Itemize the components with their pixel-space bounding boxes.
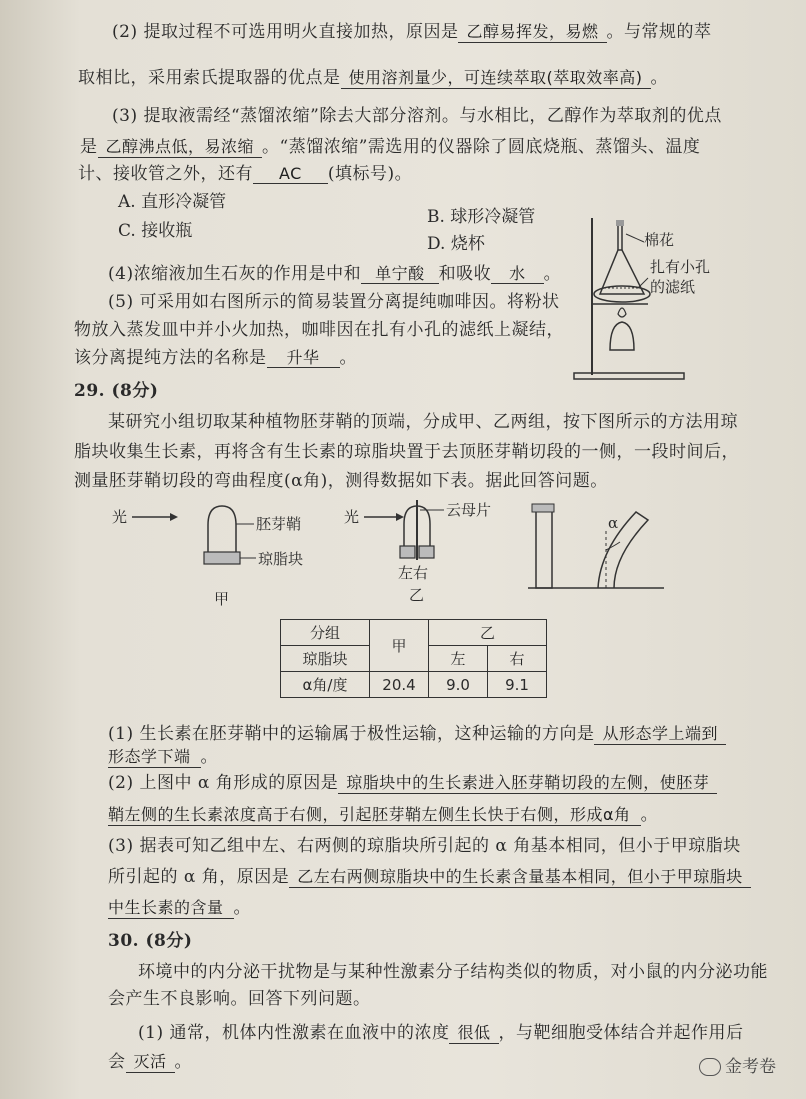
text: 。 (543, 264, 562, 284)
q30-intro-1: 环境中的内分泌干扰物是与某种性激素分子结构类似的物质，对小鼠的内分泌功能 (138, 962, 768, 982)
option-b: B. 球形冷凝管 (427, 207, 536, 227)
answer: 很低 (449, 1023, 498, 1044)
text: 取相比，采用索氏提取器的优点是 (78, 68, 341, 88)
table-cell: 乙 (429, 620, 547, 646)
text: 。 (650, 68, 668, 88)
answer: AC (253, 164, 328, 184)
label-alpha: α (608, 514, 619, 532)
label-filter-1: 扎有小孔 (650, 258, 711, 276)
agar-block-left (400, 546, 415, 558)
label-filter-2: 的滤纸 (650, 278, 696, 296)
coleoptile-jia (208, 506, 236, 552)
answer: 乙左右两侧琼脂块中的生长素含量基本相同，但小于甲琼脂块 (289, 867, 751, 888)
q29-heading: 29. (8分) (74, 381, 159, 401)
q28-p2-line2 (78, 66, 668, 90)
text: 。 (200, 747, 219, 767)
q29-a3-line2 (108, 865, 751, 889)
text: 。 (339, 348, 358, 368)
text: (填标号)。 (327, 164, 413, 184)
flame-icon (618, 308, 626, 317)
q30-a1-line1 (138, 1021, 744, 1045)
text: 是 (80, 137, 98, 157)
arrow-head-icon (170, 513, 178, 521)
text: (1) 生长素在胚芽鞘中的运输属于极性运输，这种运输的方向是 (108, 724, 595, 744)
label-agar: 琼脂块 (258, 550, 304, 568)
wechat-icon (699, 1058, 721, 1076)
agar-block-jia (204, 552, 240, 564)
text: (1) 通常，机体内性激素在血液中的浓度 (138, 1023, 450, 1043)
answer: 升华 (267, 348, 340, 368)
text: 计、接收管之外，还有 (78, 164, 253, 184)
coleoptile-figure (108, 500, 668, 615)
q29-a2-line1 (108, 771, 717, 795)
sublimation-apparatus-figure (560, 210, 710, 385)
q29-a3-line1: (3) 据表可知乙组中左、右两侧的琼脂块所引起的 α 角基本相同，但小于甲琼脂块 (108, 836, 741, 856)
option-d: D. 烧杯 (427, 234, 485, 254)
table-cell: 甲 (370, 620, 429, 672)
watermark-text: 金考卷 (725, 1057, 776, 1077)
label-left-right: 左右 (398, 564, 429, 582)
cotton-plug (616, 220, 624, 226)
agar-block-on-segment (532, 504, 554, 512)
option-c: C. 接收瓶 (118, 221, 193, 241)
q29-intro-3: 测量胚芽鞘切段的弯曲程度(α角)，测得数据如下表。据此回答问题。 (74, 471, 608, 491)
text: 。 (174, 1052, 193, 1072)
pointer-cotton (626, 234, 644, 242)
table-cell: 琼脂块 (281, 646, 370, 672)
text: 。 (233, 898, 252, 918)
arrow-head-icon (396, 513, 404, 521)
table-cell: 右 (488, 646, 547, 672)
table-cell: 9.1 (488, 672, 547, 698)
answer: 灭活 (126, 1052, 175, 1073)
light-label-yi: 光 (344, 508, 360, 526)
label-jia: 甲 (214, 590, 230, 608)
table-cell: 9.0 (429, 672, 488, 698)
pointer-filter (638, 278, 648, 288)
label-cotton: 棉花 (644, 231, 675, 249)
table-cell: 左 (429, 646, 488, 672)
q28-p5-line3 (74, 346, 357, 370)
text: ，与靶细胞受体结合并起作用后 (498, 1023, 744, 1043)
q28-p3-line3 (78, 162, 412, 186)
q30-a1-line2 (108, 1050, 192, 1074)
text: (4)浓缩液加生石灰的作用是中和 (108, 264, 362, 284)
answer: 乙醇沸点低，易浓缩 (98, 137, 263, 158)
text: 。 (640, 805, 659, 825)
table-cell: α角/度 (281, 672, 370, 698)
q28-p3-line2 (80, 135, 700, 159)
label-yi: 乙 (409, 586, 425, 604)
q28-p4 (108, 262, 561, 286)
text: 。“蒸馏浓缩”需选用的仪器除了圆底烧瓶、蒸馏头、温度 (262, 137, 701, 157)
answer: 水 (491, 264, 544, 284)
text: 所引起的 α 角，原因是 (108, 867, 290, 887)
light-label-jia: 光 (112, 508, 128, 526)
q29-a2-line2 (108, 803, 658, 827)
stand-base (574, 373, 684, 379)
text: 会 (108, 1052, 126, 1072)
answer: 琼脂块中的生长素进入胚芽鞘切段的左侧，使胚芽 (338, 773, 717, 794)
label-coleoptile: 胚芽鞘 (256, 515, 302, 533)
alcohol-lamp (610, 322, 634, 350)
answer: 单宁酸 (361, 264, 439, 284)
q29-a1-line1 (108, 722, 726, 746)
q28-p2-line1 (112, 20, 712, 44)
text: (2) 提取过程不可选用明火直接加热，原因是 (112, 22, 459, 42)
answer: 鞘左侧的生长素浓度高于右侧，引起胚芽鞘左侧生长快于右侧，形成α角 (108, 805, 641, 826)
table-row (281, 620, 547, 646)
decapitated-segment (536, 510, 552, 588)
alpha-data-table (280, 619, 547, 698)
table-row (281, 672, 547, 698)
answer: 形态学下端 (108, 747, 201, 768)
answer: 中生长素的含量 (108, 898, 234, 919)
option-a: A. 直形冷凝管 (118, 192, 227, 212)
answer: 从形态学上端到 (594, 724, 726, 745)
q29-a1-line2 (108, 745, 218, 769)
watermark (699, 1052, 776, 1077)
q30-intro-2: 会产生不良影响。回答下列问题。 (108, 989, 371, 1009)
answer: 乙醇易挥发，易燃 (458, 22, 606, 43)
answer: 使用溶剂量少，可连续萃取(萃取效率高) (341, 68, 651, 89)
q29-a3-line3 (108, 896, 251, 920)
table-cell: 20.4 (370, 672, 429, 698)
q29-intro-2: 脂块收集生长素，再将含有生长素的琼脂块置于去顶胚芽鞘切段的一侧，一段时间后， (74, 442, 739, 462)
label-mica: 云母片 (446, 501, 492, 519)
q28-p3-line1: (3) 提取液需经“蒸馏浓缩”除去大部分溶剂。与水相比，乙醇作为萃取剂的优点 (112, 106, 722, 126)
text: (2) 上图中 α 角形成的原因是 (108, 773, 339, 793)
text: 。与常规的萃 (606, 22, 712, 42)
agar-block-right (419, 546, 434, 558)
q28-p5-line2: 物放入蒸发皿中并小火加热，咖啡因在扎有小孔的滤纸上凝结， (74, 320, 564, 340)
q30-heading: 30. (8分) (108, 931, 193, 951)
q28-p5-line1: (5) 可采用如右图所示的简易装置分离提纯咖啡因。将粉状 (108, 292, 560, 312)
text: 和吸收 (438, 264, 492, 284)
q29-intro-1: 某研究小组切取某种植物胚芽鞘的顶端，分成甲、乙两组，按下图所示的方法用琼 (108, 412, 738, 432)
table-cell: 分组 (281, 620, 370, 646)
text: 该分离提纯方法的名称是 (74, 348, 267, 368)
